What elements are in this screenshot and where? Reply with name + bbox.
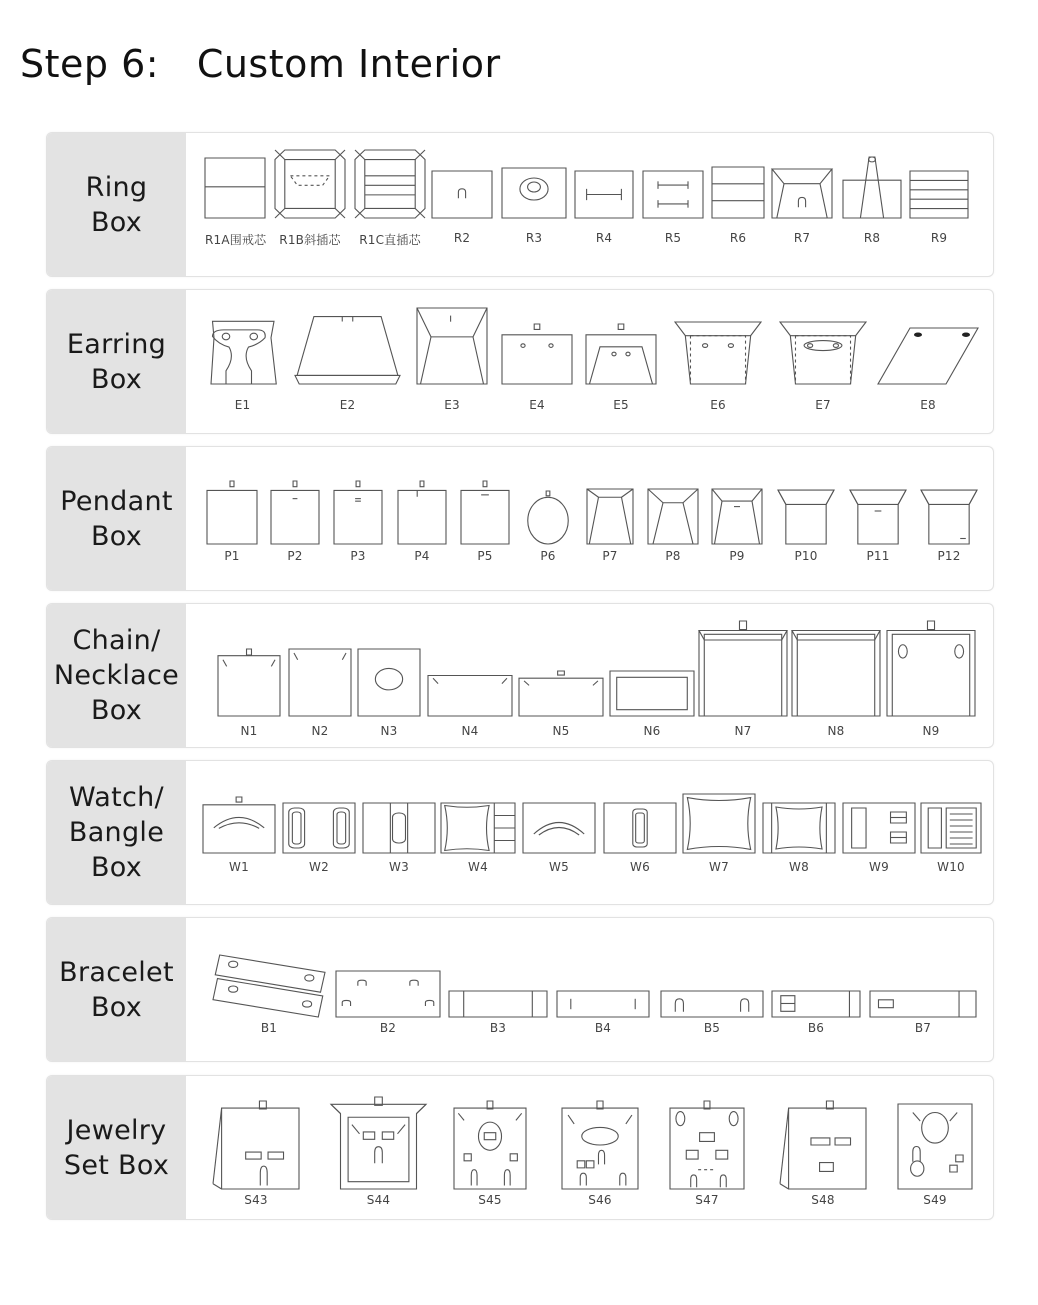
watch-w2-icon: [283, 803, 355, 853]
watch-w10-icon: [921, 803, 981, 853]
interior-option-n9[interactable]: [887, 621, 975, 740]
interior-option-s46[interactable]: [562, 1101, 638, 1209]
watch-w8-icon: [763, 803, 835, 853]
interior-option-s49[interactable]: [898, 1104, 972, 1209]
interior-option-n6[interactable]: [610, 671, 694, 740]
interior-option-p7[interactable]: [587, 489, 633, 565]
option-code-label: B3: [489, 1021, 507, 1035]
option-code-label: E6: [710, 398, 726, 412]
option-code-label: R2: [453, 231, 471, 245]
option-code-label: P4: [414, 549, 430, 563]
interior-option-r9[interactable]: [910, 171, 968, 247]
option-code-label: P3: [350, 549, 366, 563]
interior-option-e4[interactable]: [502, 324, 572, 414]
option-code-label: N4: [461, 724, 479, 738]
interior-option-e3[interactable]: [417, 308, 487, 414]
option-code-label: B2: [379, 1021, 397, 1035]
option-code-label: P8: [665, 549, 681, 563]
bracelet-b4-icon: [557, 991, 649, 1017]
interior-option-r5[interactable]: [643, 171, 703, 247]
watch-w9-icon: [843, 803, 915, 853]
interior-option-e2[interactable]: [295, 313, 400, 414]
interior-option-b2[interactable]: [336, 971, 440, 1037]
option-code-label: W9: [869, 860, 889, 874]
interior-option-s45[interactable]: [454, 1101, 526, 1209]
pendant-p4-icon: [398, 481, 446, 544]
option-code-label: W4: [468, 860, 488, 874]
interior-option-p10[interactable]: [778, 489, 834, 565]
option-code-label: S48: [811, 1193, 835, 1207]
ring-r1c-icon: [355, 150, 425, 218]
interior-option-b1[interactable]: [213, 955, 325, 1037]
option-code-label: E5: [613, 398, 629, 412]
interior-option-s44[interactable]: [331, 1097, 426, 1209]
watch-w5-icon: [523, 803, 595, 853]
option-code-label: B1: [260, 1021, 278, 1035]
ring-r7-icon: [772, 169, 832, 218]
option-code-label: E8: [920, 398, 936, 412]
interior-option-w2[interactable]: [283, 803, 355, 876]
option-code-label: W1: [229, 860, 249, 874]
bracelet-b6-icon: [772, 991, 860, 1017]
option-code-label: W2: [309, 860, 329, 874]
pendant-p8-icon: [648, 489, 698, 544]
interior-option-n1[interactable]: [218, 649, 280, 740]
pendant-p11-icon: [850, 489, 906, 544]
earring-e3-icon: [417, 308, 487, 384]
interior-option-b3[interactable]: [449, 991, 547, 1037]
pendant-p2-icon: [271, 481, 319, 544]
option-code-label: E3: [444, 398, 460, 412]
option-code-label: S44: [366, 1193, 391, 1207]
option-code-label: N2: [311, 724, 329, 738]
interior-option-p5[interactable]: [461, 481, 509, 565]
option-code-label: S43: [244, 1193, 268, 1207]
interior-option-s43[interactable]: [213, 1101, 299, 1209]
watch-w7-icon: [683, 794, 755, 853]
set-s45-icon: [454, 1101, 526, 1189]
option-code-label: B5: [703, 1021, 721, 1035]
ring-r3-icon: [502, 168, 566, 218]
category-label-line: Bracelet: [59, 956, 174, 988]
category-label-line: Box: [90, 991, 143, 1023]
ring-r9-icon: [910, 171, 968, 218]
ring-r2-icon: [432, 171, 492, 218]
option-code-label: W8: [789, 860, 809, 874]
watch-w3-icon: [363, 803, 435, 853]
watch-w1-icon: [203, 797, 275, 853]
option-code-label: R6: [729, 231, 747, 245]
option-code-label: S47: [695, 1193, 719, 1207]
earring-e7-icon: [780, 322, 866, 384]
option-code-label: E1: [234, 398, 251, 412]
earring-e5-icon: [586, 324, 656, 384]
category-label-line: Jewelry: [66, 1114, 167, 1146]
page-title: Step 6: Custom Interior: [20, 42, 501, 86]
pendant-p10-icon: [778, 489, 834, 544]
option-code-label: P12: [937, 549, 961, 563]
ring-r6-icon: [712, 167, 764, 218]
category-label-line: Box: [90, 695, 143, 726]
ring-r1a-icon: [205, 158, 265, 218]
option-code-label: P2: [287, 549, 303, 563]
category-label-line: Watch/: [69, 782, 164, 813]
category-label-bracelet: [47, 918, 186, 1061]
ring-r4-icon: [575, 171, 633, 218]
option-code-label: S49: [923, 1193, 947, 1207]
interior-option-p4[interactable]: [398, 481, 446, 565]
necklace-n4-icon: [428, 671, 512, 716]
option-code-label: R1B斜插芯: [279, 233, 341, 247]
earring-e2-icon: [295, 313, 400, 384]
necklace-n2-icon: [289, 649, 351, 716]
bracelet-b7-icon: [870, 991, 976, 1017]
interior-option-e8[interactable]: [878, 328, 978, 414]
ring-r5-icon: [643, 171, 703, 218]
interior-option-e7[interactable]: [780, 322, 866, 414]
category-label-line: Necklace: [53, 660, 180, 691]
interior-option-b7[interactable]: [870, 991, 976, 1037]
interior-option-p2[interactable]: [271, 481, 319, 565]
option-code-label: R4: [595, 231, 613, 245]
option-code-label: S46: [588, 1193, 612, 1207]
option-code-label: E7: [815, 398, 831, 412]
option-code-label: R9: [930, 231, 948, 245]
interior-option-r2[interactable]: [432, 171, 492, 247]
category-label-line: Set Box: [63, 1149, 170, 1181]
earring-e1-icon: [205, 318, 280, 384]
interior-option-p9[interactable]: [712, 489, 762, 565]
earring-e4-icon: [502, 324, 572, 384]
option-code-label: E2: [339, 398, 356, 412]
interior-option-r6[interactable]: [712, 167, 764, 247]
interior-option-n4[interactable]: [428, 671, 512, 740]
category-label-line: Pendant: [60, 485, 173, 517]
set-s48-icon: [780, 1101, 866, 1189]
option-code-label: W3: [389, 860, 409, 874]
interior-option-b6[interactable]: [772, 991, 860, 1037]
interior-option-p12[interactable]: [921, 489, 977, 565]
necklace-n6-icon: [610, 671, 694, 716]
option-code-label: P5: [477, 549, 493, 563]
necklace-n5-icon: [519, 671, 603, 716]
option-code-label: E4: [529, 398, 545, 412]
interior-option-w6[interactable]: [604, 803, 676, 876]
set-s47-icon: [670, 1101, 744, 1189]
watch-w6-icon: [604, 803, 676, 853]
interior-option-r1b[interactable]: [275, 150, 345, 247]
interior-option-w1[interactable]: [203, 797, 275, 876]
category-label-line: Box: [90, 852, 143, 883]
interior-option-r3[interactable]: [502, 168, 566, 247]
category-label-line: Chain/: [72, 625, 161, 656]
pendant-p7-icon: [587, 489, 633, 544]
interior-option-e5[interactable]: [586, 324, 656, 414]
pendant-p5-icon: [461, 481, 509, 544]
interior-option-n8[interactable]: [792, 621, 880, 740]
pendant-p3-icon: [334, 481, 382, 544]
necklace-n7-icon: [699, 621, 787, 716]
interior-option-p8[interactable]: [648, 489, 698, 565]
option-code-label: N1: [240, 724, 258, 738]
pendant-p9-icon: [712, 489, 762, 544]
interior-option-w7[interactable]: [683, 794, 755, 876]
pendant-p6-icon: [525, 491, 571, 544]
category-label-line: Earring: [66, 328, 167, 360]
option-code-label: P6: [540, 549, 556, 563]
category-label-line: Ring: [85, 171, 148, 203]
category-label-line: Bangle: [68, 817, 165, 848]
option-code-label: N9: [922, 724, 940, 738]
option-code-label: R1C直插芯: [359, 233, 421, 247]
option-code-label: P10: [794, 549, 818, 563]
necklace-n3-icon: [358, 649, 420, 716]
option-code-label: B6: [807, 1021, 825, 1035]
option-code-label: N8: [827, 724, 845, 738]
set-s43-icon: [213, 1101, 299, 1189]
ring-r1b-icon: [275, 150, 345, 218]
option-code-label: N5: [552, 724, 570, 738]
bracelet-b3-icon: [449, 991, 547, 1017]
interior-option-e6[interactable]: [675, 322, 761, 414]
option-code-label: R1A围戒芯: [205, 233, 267, 247]
option-code-label: B4: [594, 1021, 612, 1035]
option-code-label: R5: [664, 231, 682, 245]
option-code-label: R8: [863, 231, 881, 245]
interior-option-s48[interactable]: [780, 1101, 866, 1209]
category-label-watch: [47, 761, 186, 904]
interior-option-r1c[interactable]: [355, 150, 425, 247]
interior-option-p1[interactable]: [207, 481, 257, 565]
earring-e6-icon: [675, 322, 761, 384]
interior-option-p6[interactable]: [525, 491, 571, 565]
interior-option-w3[interactable]: [363, 803, 435, 876]
interior-option-r8[interactable]: [843, 157, 901, 247]
set-s44-icon: [331, 1097, 426, 1189]
interior-option-w4[interactable]: [441, 803, 515, 876]
ring-r8-icon: [843, 157, 901, 218]
interior-option-r7[interactable]: [772, 169, 832, 247]
bracelet-b1-icon: [213, 955, 325, 1017]
pendant-p12-icon: [921, 489, 977, 544]
interior-option-b4[interactable]: [557, 991, 649, 1037]
interior-option-r1a[interactable]: [205, 158, 265, 247]
interior-option-p11[interactable]: [850, 489, 906, 565]
necklace-n1-icon: [218, 649, 280, 716]
option-code-label: W6: [630, 860, 650, 874]
interior-option-s47[interactable]: [670, 1101, 744, 1209]
option-code-label: P1: [224, 549, 240, 563]
interior-option-e1[interactable]: [205, 318, 280, 414]
interior-option-n7[interactable]: [699, 621, 787, 740]
category-label-pendant: [47, 447, 186, 590]
necklace-n9-icon: [887, 621, 975, 716]
option-code-label: B7: [914, 1021, 932, 1035]
interior-option-w8[interactable]: [763, 803, 835, 876]
category-label-line: Box: [90, 363, 143, 395]
option-code-label: N3: [380, 724, 398, 738]
option-code-label: R3: [525, 231, 543, 245]
interior-option-w5[interactable]: [523, 803, 595, 876]
interior-option-b5[interactable]: [661, 991, 763, 1037]
option-code-label: S45: [478, 1193, 502, 1207]
pendant-p1-icon: [207, 481, 257, 544]
interior-option-r4[interactable]: [575, 171, 633, 247]
set-s46-icon: [562, 1101, 638, 1189]
bracelet-b5-icon: [661, 991, 763, 1017]
bracelet-b2-icon: [336, 971, 440, 1017]
option-code-label: W7: [709, 860, 729, 874]
earring-e8-icon: [878, 328, 978, 384]
interior-option-n2[interactable]: [289, 649, 351, 740]
category-label-earring: [47, 290, 186, 433]
category-label-necklace: [47, 604, 186, 747]
option-code-label: W5: [549, 860, 569, 874]
interior-option-n3[interactable]: [358, 649, 420, 740]
category-label-line: Box: [90, 520, 143, 552]
interior-option-w9[interactable]: [843, 803, 915, 876]
option-code-label: W10: [937, 860, 965, 874]
interior-option-n5[interactable]: [519, 671, 603, 740]
category-label-jewelry-set: [47, 1076, 186, 1219]
option-code-label: P7: [602, 549, 618, 563]
interior-option-p3[interactable]: [334, 481, 382, 565]
necklace-n8-icon: [792, 621, 880, 716]
option-code-label: N7: [734, 724, 752, 738]
category-panel-bracelet: [46, 917, 994, 1062]
set-s49-icon: [898, 1104, 972, 1189]
category-label-line: Box: [90, 206, 143, 238]
option-code-label: N6: [643, 724, 661, 738]
option-code-label: P11: [866, 549, 890, 563]
category-label-ring: [47, 133, 186, 276]
watch-w4-icon: [441, 803, 515, 853]
option-code-label: P9: [729, 549, 745, 563]
option-code-label: R7: [793, 231, 811, 245]
interior-option-w10[interactable]: [921, 803, 981, 876]
